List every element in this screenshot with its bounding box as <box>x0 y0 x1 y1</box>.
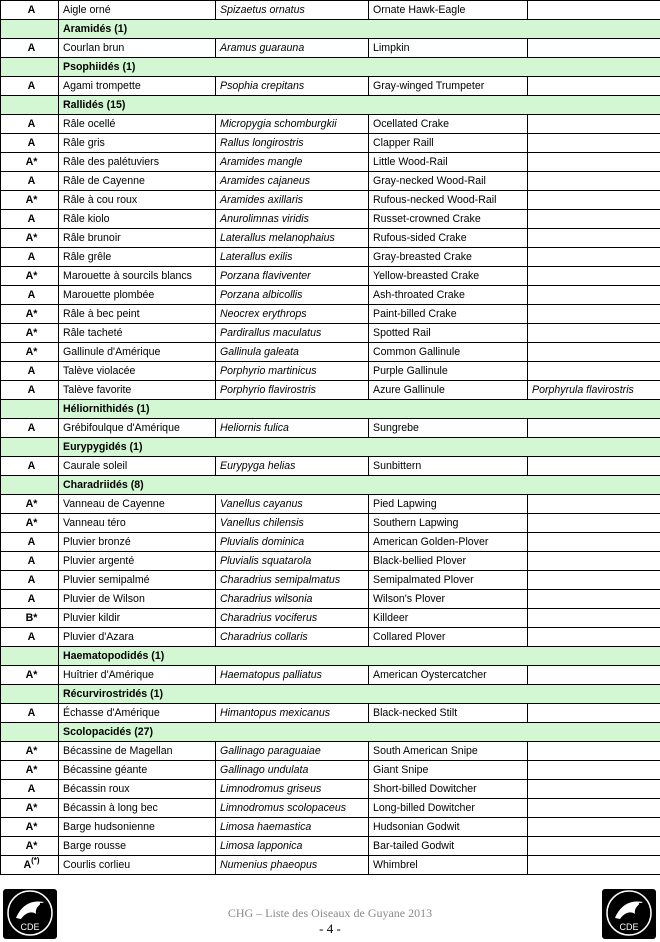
note-cell <box>528 419 660 438</box>
scientific-name: Charadrius wilsonia <box>216 590 369 609</box>
french-name: Huîtrier d'Amérique <box>59 666 216 685</box>
species-row <box>1 590 660 609</box>
family-name: Scolopacidés (27) <box>59 723 660 742</box>
species-row <box>1 609 660 628</box>
note-cell <box>528 495 660 514</box>
note-cell <box>528 343 660 362</box>
note-cell <box>528 77 660 96</box>
family-header-row <box>1 400 660 419</box>
english-name: Rufous-necked Wood-Rail <box>369 191 528 210</box>
scientific-name: Aramides cajaneus <box>216 172 369 191</box>
status-code <box>1 590 59 609</box>
status-code-text: A* <box>25 764 38 776</box>
family-status-cell <box>1 96 59 115</box>
french-name: Caurale soleil <box>59 457 216 476</box>
status-code-text: A* <box>25 156 38 168</box>
english-name: Semipalmated Plover <box>369 571 528 590</box>
note-cell <box>528 39 660 58</box>
species-row <box>1 229 660 248</box>
family-header-row <box>1 438 660 457</box>
status-code <box>1 514 59 533</box>
english-name: Ornate Hawk-Eagle <box>369 1 528 20</box>
french-name: Râle à cou roux <box>59 191 216 210</box>
species-row <box>1 324 660 343</box>
status-code <box>1 210 59 229</box>
species-row <box>1 115 660 134</box>
english-name: Clapper Raill <box>369 134 528 153</box>
english-name: Wilson's Plover <box>369 590 528 609</box>
status-code-text: A* <box>25 308 38 320</box>
species-row <box>1 761 660 780</box>
status-code-text: A* <box>25 517 38 529</box>
family-header-row <box>1 647 660 666</box>
english-name: Purple Gallinule <box>369 362 528 381</box>
status-code <box>1 761 59 780</box>
french-name: Râle ocellé <box>59 115 216 134</box>
english-name: Bar-tailed Godwit <box>369 837 528 856</box>
french-name: Barge hudsonienne <box>59 818 216 837</box>
species-row <box>1 799 660 818</box>
species-row <box>1 818 660 837</box>
family-name: Eurypygidés (1) <box>59 438 660 457</box>
scientific-name: Aramus guarauna <box>216 39 369 58</box>
scientific-name: Psophia crepitans <box>216 77 369 96</box>
french-name: Échasse d'Amérique <box>59 704 216 723</box>
status-code <box>1 780 59 799</box>
note-cell <box>528 305 660 324</box>
family-name: Charadriidés (8) <box>59 476 660 495</box>
species-row <box>1 837 660 856</box>
species-row <box>1 191 660 210</box>
french-name: Agami trompette <box>59 77 216 96</box>
french-name: Courlis corlieu <box>59 856 216 875</box>
english-name: Southern Lapwing <box>369 514 528 533</box>
note-cell <box>528 134 660 153</box>
note-cell <box>528 248 660 267</box>
french-name: Barge rousse <box>59 837 216 856</box>
english-name: Ocellated Crake <box>369 115 528 134</box>
english-name: Gray-necked Wood-Rail <box>369 172 528 191</box>
french-name: Pluvier de Wilson <box>59 590 216 609</box>
status-code <box>1 533 59 552</box>
species-row <box>1 286 660 305</box>
english-name: Common Gallinule <box>369 343 528 362</box>
scientific-name: Eurypyga helias <box>216 457 369 476</box>
family-status-cell <box>1 685 59 704</box>
status-code-text: A <box>27 422 36 434</box>
note-cell <box>528 571 660 590</box>
species-row <box>1 742 660 761</box>
english-name: American Oystercatcher <box>369 666 528 685</box>
status-code <box>1 229 59 248</box>
species-row <box>1 248 660 267</box>
status-code <box>1 77 59 96</box>
english-name: Sungrebe <box>369 419 528 438</box>
note-cell <box>528 628 660 647</box>
status-code <box>1 362 59 381</box>
status-code <box>1 552 59 571</box>
status-code <box>1 457 59 476</box>
status-code <box>1 666 59 685</box>
note-cell <box>528 780 660 799</box>
species-row <box>1 780 660 799</box>
status-superscript: (*) <box>31 856 40 865</box>
status-code-text: A <box>27 251 36 263</box>
scientific-name: Aramides mangle <box>216 153 369 172</box>
french-name: Râle tacheté <box>59 324 216 343</box>
french-name: Marouette à sourcils blancs <box>59 267 216 286</box>
status-code <box>1 324 59 343</box>
english-name: South American Snipe <box>369 742 528 761</box>
english-name: Sunbittern <box>369 457 528 476</box>
status-code <box>1 742 59 761</box>
family-name: Héliornithidés (1) <box>59 400 660 419</box>
scientific-name: Gallinula galeata <box>216 343 369 362</box>
status-code-text: B* <box>25 612 38 624</box>
scientific-name: Aramides axillaris <box>216 191 369 210</box>
scientific-name: Gallinago paraguaiae <box>216 742 369 761</box>
species-row <box>1 77 660 96</box>
note-cell <box>528 609 660 628</box>
scientific-name: Porzana albicollis <box>216 286 369 305</box>
family-name: Récurvirostridés (1) <box>59 685 660 704</box>
species-row <box>1 362 660 381</box>
english-name: Gray-breasted Crake <box>369 248 528 267</box>
scientific-name: Porphyrio flavirostris <box>216 381 369 400</box>
family-name: Psophiidés (1) <box>59 58 660 77</box>
status-code <box>1 381 59 400</box>
status-code <box>1 172 59 191</box>
status-code <box>1 837 59 856</box>
note-cell <box>528 229 660 248</box>
french-name: Gallinule d'Amérique <box>59 343 216 362</box>
status-code-text: A* <box>25 327 38 339</box>
scientific-name: Vanellus chilensis <box>216 514 369 533</box>
english-name: Collared Plover <box>369 628 528 647</box>
french-name: Courlan brun <box>59 39 216 58</box>
scientific-name: Limosa haemastica <box>216 818 369 837</box>
species-row <box>1 856 660 875</box>
scientific-name: Porphyrio martinicus <box>216 362 369 381</box>
english-name: Limpkin <box>369 39 528 58</box>
scientific-name: Rallus longirostris <box>216 134 369 153</box>
scientific-name: Pardirallus maculatus <box>216 324 369 343</box>
note-cell <box>528 666 660 685</box>
french-name: Pluvier bronzé <box>59 533 216 552</box>
scientific-name: Pluvialis squatarola <box>216 552 369 571</box>
english-name: Russet-crowned Crake <box>369 210 528 229</box>
scientific-name: Himantopus mexicanus <box>216 704 369 723</box>
species-row <box>1 1 660 20</box>
status-code-text: A <box>27 460 36 472</box>
french-name: Aigle orné <box>59 1 216 20</box>
english-name: Short-billed Dowitcher <box>369 780 528 799</box>
family-status-cell <box>1 400 59 419</box>
french-name: Pluvier argenté <box>59 552 216 571</box>
scientific-name: Gallinago undulata <box>216 761 369 780</box>
status-code-text: A* <box>25 802 38 814</box>
status-code-text: A <box>27 175 36 187</box>
status-code-text: A <box>27 289 36 301</box>
family-name: Aramidés (1) <box>59 20 660 39</box>
scientific-name: Porzana flaviventer <box>216 267 369 286</box>
family-status-cell <box>1 647 59 666</box>
status-code <box>1 495 59 514</box>
status-code <box>1 1 59 20</box>
status-code-text: A <box>27 593 36 605</box>
french-name: Vanneau téro <box>59 514 216 533</box>
status-code-text: A* <box>25 821 38 833</box>
species-row <box>1 571 660 590</box>
english-name: Ash-throated Crake <box>369 286 528 305</box>
scientific-name: Numenius phaeopus <box>216 856 369 875</box>
status-code-text: A <box>27 536 36 548</box>
status-code-text: A* <box>25 745 38 757</box>
note-cell <box>528 457 660 476</box>
status-code <box>1 267 59 286</box>
note-cell <box>528 210 660 229</box>
status-code <box>1 153 59 172</box>
english-name: Killdeer <box>369 609 528 628</box>
note-cell <box>528 191 660 210</box>
english-name: Black-necked Stilt <box>369 704 528 723</box>
note-cell <box>528 590 660 609</box>
species-row <box>1 305 660 324</box>
french-name: Râle grêle <box>59 248 216 267</box>
french-name: Râle gris <box>59 134 216 153</box>
scientific-name: Laterallus melanophaius <box>216 229 369 248</box>
note-cell <box>528 818 660 837</box>
french-name: Bécassine de Magellan <box>59 742 216 761</box>
status-code-text: A* <box>25 669 38 681</box>
species-row <box>1 628 660 647</box>
svg-text:CDE: CDE <box>619 922 639 932</box>
english-name: Little Wood-Rail <box>369 153 528 172</box>
english-name: Paint-billed Crake <box>369 305 528 324</box>
status-code-text: A <box>27 365 36 377</box>
note-cell <box>528 153 660 172</box>
english-name: Spotted Rail <box>369 324 528 343</box>
status-code <box>1 115 59 134</box>
english-name: Gray-winged Trumpeter <box>369 77 528 96</box>
family-name: Haematopodidés (1) <box>59 647 660 666</box>
bird-table-body <box>1 1 660 875</box>
note-cell <box>528 837 660 856</box>
english-name: Whimbrel <box>369 856 528 875</box>
status-code <box>1 343 59 362</box>
species-row <box>1 666 660 685</box>
family-header-row <box>1 685 660 704</box>
scientific-name: Charadrius vociferus <box>216 609 369 628</box>
status-code-text: A <box>27 42 36 54</box>
status-code <box>1 799 59 818</box>
scientific-name: Vanellus cayanus <box>216 495 369 514</box>
family-header-row <box>1 723 660 742</box>
status-code-text: A <box>27 707 36 719</box>
french-name: Râle des palétuviers <box>59 153 216 172</box>
species-row <box>1 495 660 514</box>
french-name: Râle à bec peint <box>59 305 216 324</box>
english-name: Rufous-sided Crake <box>369 229 528 248</box>
species-row <box>1 514 660 533</box>
species-row <box>1 704 660 723</box>
scientific-name: Charadrius semipalmatus <box>216 571 369 590</box>
status-code-text: A <box>27 384 36 396</box>
english-name: Pied Lapwing <box>369 495 528 514</box>
english-name: Yellow-breasted Crake <box>369 267 528 286</box>
note-cell <box>528 742 660 761</box>
family-status-cell <box>1 438 59 457</box>
english-name: Black-bellied Plover <box>369 552 528 571</box>
species-row <box>1 343 660 362</box>
english-name: Giant Snipe <box>369 761 528 780</box>
status-code-text: A <box>27 631 36 643</box>
species-row <box>1 210 660 229</box>
french-name: Râle brunoir <box>59 229 216 248</box>
scientific-name: Heliornis fulica <box>216 419 369 438</box>
note-cell: Porphyrula flavirostris <box>528 381 660 400</box>
french-name: Bécassine géante <box>59 761 216 780</box>
family-status-cell <box>1 723 59 742</box>
status-code <box>1 419 59 438</box>
scientific-name: Anurolimnas viridis <box>216 210 369 229</box>
french-name: Pluvier d'Azara <box>59 628 216 647</box>
status-code-text: A* <box>25 498 38 510</box>
status-code <box>1 704 59 723</box>
family-header-row <box>1 96 660 115</box>
note-cell <box>528 799 660 818</box>
note-cell <box>528 552 660 571</box>
status-code-text: A <box>23 859 32 871</box>
french-name: Vanneau de Cayenne <box>59 495 216 514</box>
note-cell <box>528 533 660 552</box>
english-name: Hudsonian Godwit <box>369 818 528 837</box>
note-cell <box>528 115 660 134</box>
species-row <box>1 552 660 571</box>
species-row <box>1 39 660 58</box>
family-name: Rallidés (15) <box>59 96 660 115</box>
status-code-text: A <box>27 118 36 130</box>
status-code-text: A <box>27 4 36 16</box>
status-code <box>1 628 59 647</box>
scientific-name: Pluvialis dominica <box>216 533 369 552</box>
family-status-cell <box>1 58 59 77</box>
status-code-text: A* <box>25 346 38 358</box>
note-cell <box>528 172 660 191</box>
status-code <box>1 305 59 324</box>
status-code-text: A* <box>25 270 38 282</box>
note-cell <box>528 362 660 381</box>
french-name: Grébifoulque d'Amérique <box>59 419 216 438</box>
scientific-name: Laterallus exilis <box>216 248 369 267</box>
scientific-name: Charadrius collaris <box>216 628 369 647</box>
species-row <box>1 533 660 552</box>
scientific-name: Limnodromus scolopaceus <box>216 799 369 818</box>
status-code-text: A <box>27 555 36 567</box>
footer-title: CHG – Liste des Oiseaux de Guyane 2013 <box>227 906 433 920</box>
species-row <box>1 381 660 400</box>
note-cell <box>528 267 660 286</box>
note-cell <box>528 514 660 533</box>
status-code-text: A <box>27 574 36 586</box>
status-code-text: A <box>27 213 36 225</box>
status-code-text: A <box>27 137 36 149</box>
scientific-name: Spizaetus ornatus <box>216 1 369 20</box>
scientific-name: Haematopus palliatus <box>216 666 369 685</box>
note-cell <box>528 704 660 723</box>
english-name: Long-billed Dowitcher <box>369 799 528 818</box>
note-cell <box>528 1 660 20</box>
status-code-text: A <box>27 783 36 795</box>
status-code-text: A* <box>25 232 38 244</box>
french-name: Pluvier kildir <box>59 609 216 628</box>
note-cell <box>528 761 660 780</box>
family-status-cell <box>1 476 59 495</box>
english-name: American Golden-Plover <box>369 533 528 552</box>
species-row <box>1 153 660 172</box>
note-cell <box>528 286 660 305</box>
status-code <box>1 134 59 153</box>
species-row <box>1 172 660 191</box>
family-header-row <box>1 476 660 495</box>
french-name: Râle kiolo <box>59 210 216 229</box>
status-code <box>1 248 59 267</box>
french-name: Râle de Cayenne <box>59 172 216 191</box>
status-code <box>1 571 59 590</box>
french-name: Talève favorite <box>59 381 216 400</box>
family-header-row <box>1 58 660 77</box>
french-name: Bécassin à long bec <box>59 799 216 818</box>
status-code <box>1 39 59 58</box>
french-name: Talève violacée <box>59 362 216 381</box>
french-name: Bécassin roux <box>59 780 216 799</box>
status-code-text: A <box>27 80 36 92</box>
status-code <box>1 609 59 628</box>
species-row <box>1 419 660 438</box>
family-header-row <box>1 20 660 39</box>
status-code-text: A* <box>25 194 38 206</box>
note-cell <box>528 324 660 343</box>
species-row <box>1 134 660 153</box>
french-name: Marouette plombée <box>59 286 216 305</box>
note-cell <box>528 856 660 875</box>
scientific-name: Limnodromus griseus <box>216 780 369 799</box>
english-name: Azure Gallinule <box>369 381 528 400</box>
status-code-text: A* <box>25 840 38 852</box>
status-code <box>1 286 59 305</box>
status-code <box>1 818 59 837</box>
status-code <box>1 856 59 875</box>
species-row <box>1 457 660 476</box>
scientific-name: Micropygia schomburgkii <box>216 115 369 134</box>
status-code <box>1 191 59 210</box>
french-name: Pluvier semipalmé <box>59 571 216 590</box>
svg-text:CDE: CDE <box>20 922 40 932</box>
page-number: - 4 - <box>319 921 341 936</box>
species-row <box>1 267 660 286</box>
scientific-name: Limosa lapponica <box>216 837 369 856</box>
family-status-cell <box>1 20 59 39</box>
scientific-name: Neocrex erythrops <box>216 305 369 324</box>
